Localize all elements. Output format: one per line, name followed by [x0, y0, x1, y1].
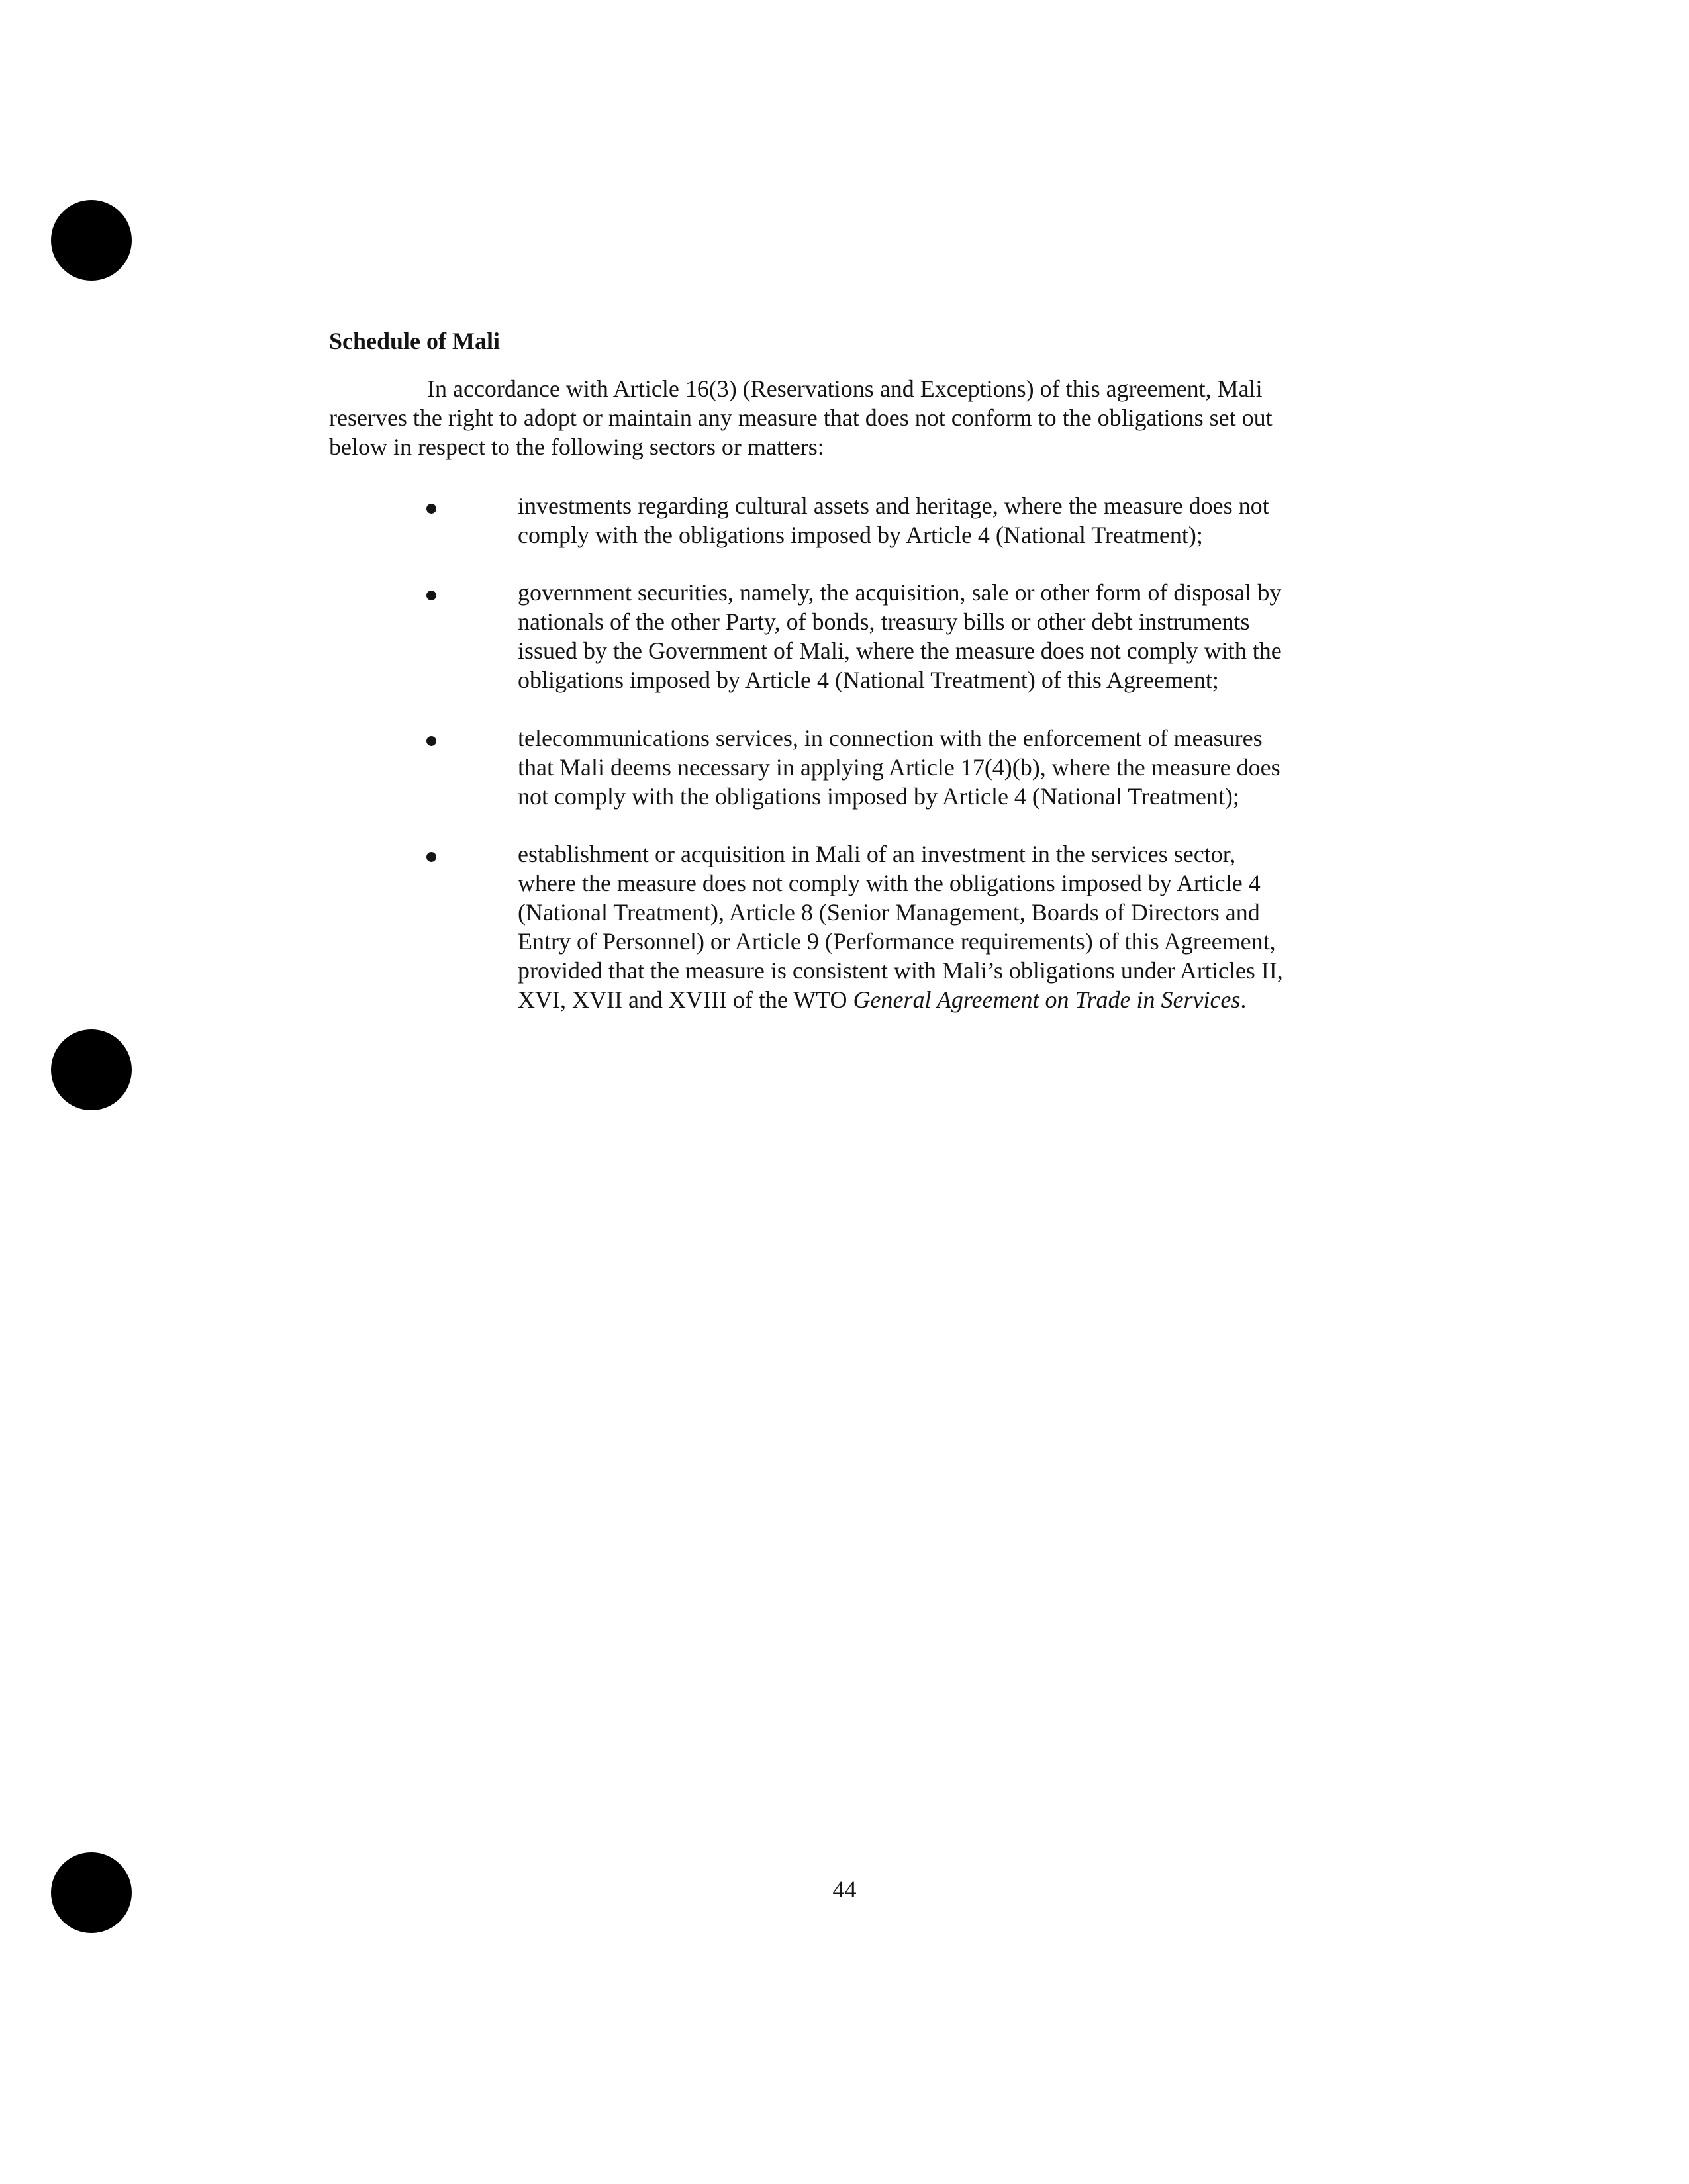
list-item-line: investments regarding cultural assets and heritage, where the measure does not: [518, 493, 1269, 519]
agreement-title: General Agreement on Trade in Services: [853, 986, 1241, 1013]
list-item-line: government securities, namely, the acquisition, sale or other form of disposal by: [518, 579, 1282, 606]
list-item-line-punctuation: .: [1240, 986, 1247, 1013]
bullet-icon: [426, 591, 436, 600]
list-item-text: [518, 839, 1398, 1014]
bullet-icon: [426, 736, 436, 746]
list-item-text: [518, 578, 1398, 694]
list-item-text: [518, 491, 1398, 549]
list-item-line: that Mali deems necessary in applying Article 17(4)(b), where the measure does: [518, 754, 1280, 781]
bullet-icon: [426, 504, 436, 514]
list-item-line: not comply with the obligations imposed by Article 4 (National Treatment);: [518, 783, 1239, 810]
list-item-line: Entry of Personnel) or Article 9 (Performance requirements) of this Agreement,: [518, 928, 1276, 955]
page-number: 44: [832, 1876, 857, 1903]
list-item-last-line: [518, 985, 1398, 1014]
list-item-line: telecommunications services, in connection with the enforcement of measures: [518, 725, 1263, 751]
intro-line: In accordance with Article 16(3) (Reservations and Exceptions) of this agreement, Mali: [427, 375, 1263, 402]
list-item-line: establishment or acquisition in Mali of an investment in the services sector,: [518, 841, 1236, 867]
list-item-line: provided that the measure is consistent with Mali’s obligations under Articles II,: [518, 957, 1283, 984]
intro-line: below in respect to the following sectors or matters:: [329, 434, 824, 460]
intro-line: reserves the right to adopt or maintain any measure that does not conform to the obligations set out: [329, 404, 1273, 431]
list-item-line: issued by the Government of Mali, where the measure does not comply with the: [518, 638, 1282, 664]
list-item-line: nationals of the other Party, of bonds, treasury bills or other debt instruments: [518, 608, 1250, 635]
bullet-icon: [426, 852, 436, 862]
list-item-line: obligations imposed by Article 4 (National Treatment) of this Agreement;: [518, 667, 1219, 693]
list-item-line-text: XVI, XVII and XVIII of the WTO: [518, 986, 853, 1013]
list-item-text: [518, 724, 1398, 811]
page-title: Schedule of Mali: [329, 328, 500, 354]
list-item-line: comply with the obligations imposed by Article 4 (National Treatment);: [518, 522, 1203, 548]
list-item-line: (National Treatment), Article 8 (Senior Management, Boards of Directors and: [518, 899, 1260, 926]
list-item-line: where the measure does not comply with the obligations imposed by Article 4: [518, 870, 1261, 896]
